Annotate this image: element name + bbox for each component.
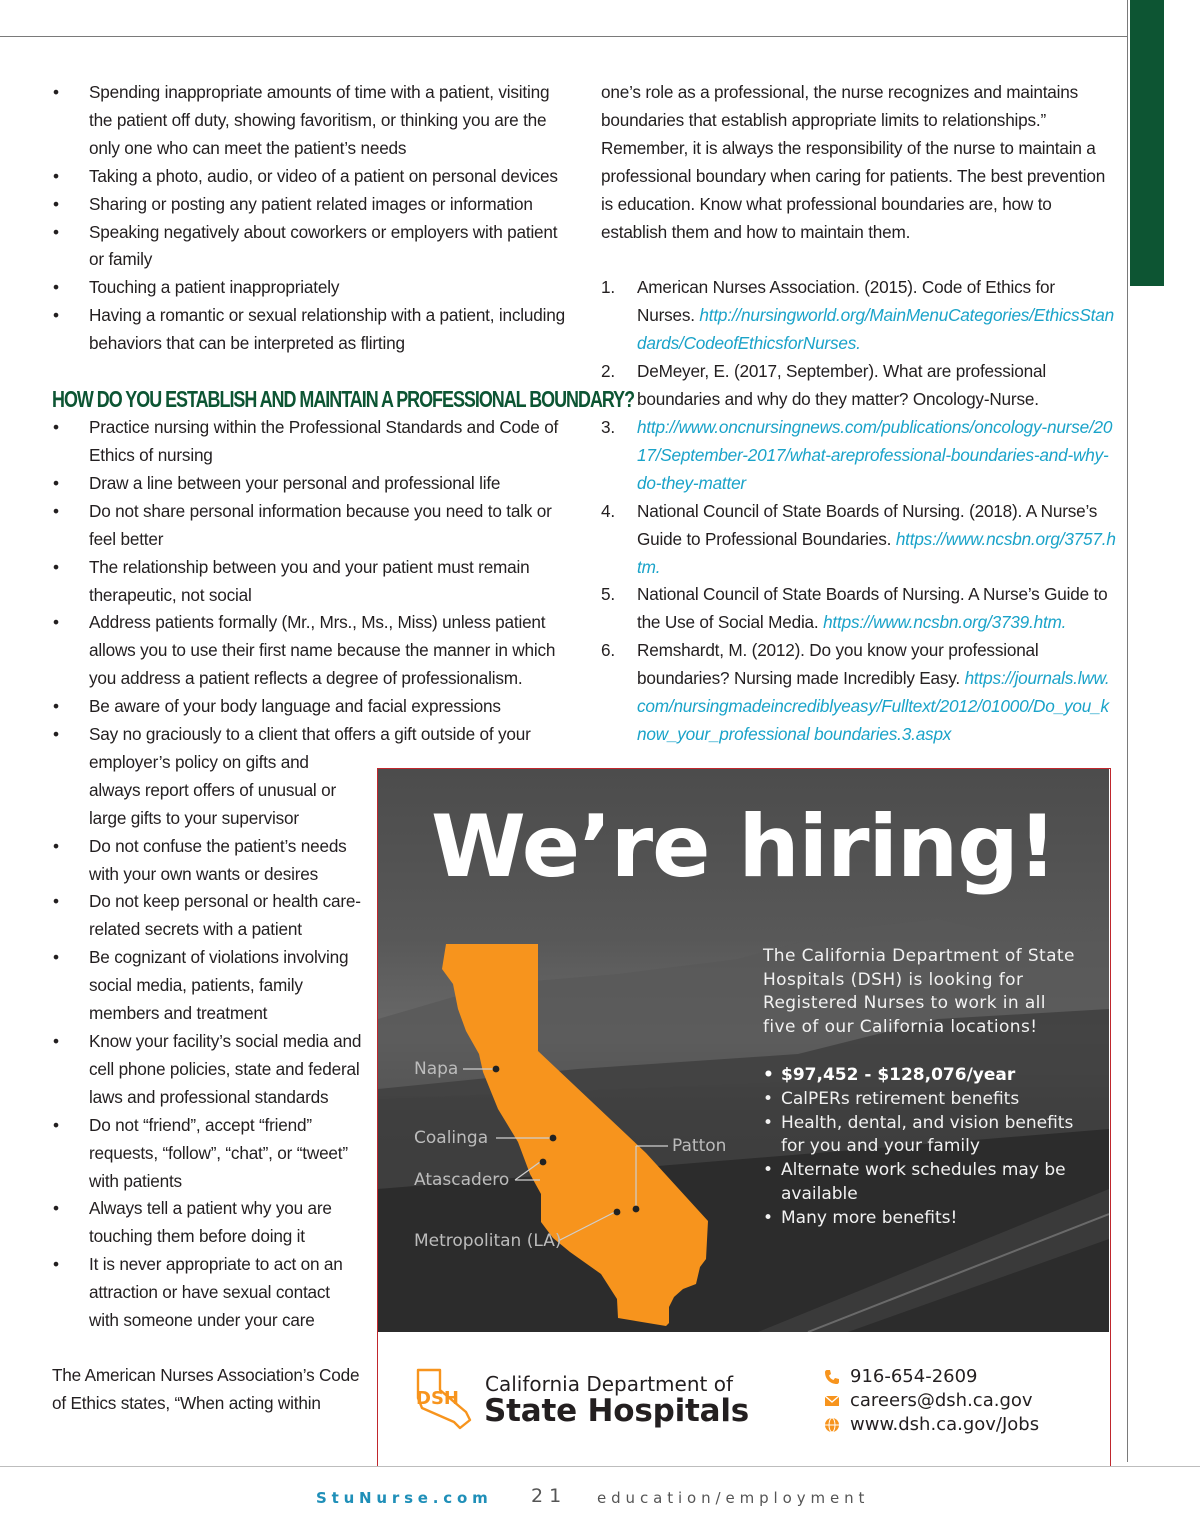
city-label-patton: Patton	[672, 1136, 727, 1156]
website-url[interactable]: www.dsh.ca.gov/Jobs	[850, 1414, 1040, 1435]
reference-item	[601, 358, 1116, 414]
ad-description: The California Department of State Hospitals (DSH) is looking for Registered Nurses to work in all five of our California locations!	[763, 946, 1075, 1037]
list-item: • Having a romantic or sexual relationship with a patient, including behaviors that can be interpreted as flirting	[52, 302, 572, 358]
benefit-item: • CalPERs retirement benefits	[763, 1088, 1079, 1112]
hiring-headline: We’re hiring!	[430, 797, 1057, 897]
list-item: • Be aware of your body language and facial expressions	[52, 693, 572, 721]
list-item: • Do not “friend”, accept “friend” requests, “follow”, “chat”, or “tweet” with patients	[52, 1112, 362, 1196]
list-item: • Say no graciously to a client that offers a gift outside of your	[52, 721, 572, 749]
city-label-metropolitan: Metropolitan (LA)	[414, 1231, 562, 1251]
list-item: • Spending inappropriate amounts of time with a patient, visiting the patient off duty, showing favoritism, or thinking you are the only one who can meet the patient’s needs	[52, 79, 572, 163]
boundary-bullet-list	[52, 414, 572, 749]
globe-icon	[824, 1417, 840, 1433]
reference-text: American Nurses Association. (2015). Code of Ethics for Nurses.	[637, 277, 1055, 326]
reference-number: 5.	[601, 584, 615, 605]
city-label-coalinga: Coalinga	[414, 1128, 489, 1148]
list-item: • Taking a photo, audio, or video of a patient on personal devices	[52, 163, 572, 191]
side-rule	[1127, 0, 1128, 1462]
list-item: • It is never appropriate to act on an attraction or have sexual contact with someone under your care	[52, 1251, 362, 1335]
footer-section: education/employment	[597, 1489, 870, 1507]
reference-number: 2.	[601, 361, 615, 382]
org-name-line1: California Department of	[485, 1372, 733, 1396]
reference-item	[601, 274, 1116, 358]
list-item: • Sharing or posting any patient related images or information	[52, 191, 572, 219]
footer-brand[interactable]: StuNurse.com	[316, 1489, 493, 1507]
city-label-atascadero: Atascadero	[414, 1170, 510, 1190]
page-number: 21	[531, 1485, 568, 1507]
reference-text: DeMeyer, E. (2017, September). What are professional boundaries and why do they matter? Oncology-Nurse.	[637, 361, 1046, 410]
reference-link[interactable]: http://nursingworld.org/MainMenuCategories/EthicsStandards/CodeofEthicsforNurses.	[637, 305, 1114, 354]
list-item: • Know your facility’s social media and cell phone policies, state and federal laws and professional standards	[52, 1028, 362, 1112]
reference-item	[601, 414, 1116, 498]
page-footer	[0, 1485, 1200, 1511]
list-item: • Do not share personal information because you need to talk or feel better	[52, 498, 572, 554]
email-contact	[850, 1390, 1033, 1411]
phone-icon	[824, 1369, 840, 1385]
reference-text: National Council of State Boards of Nursing. (2018). A Nurse’s Guide to Professional Boundaries.	[637, 500, 1098, 549]
reference-number: 3.	[601, 416, 615, 437]
list-item: • Always tell a patient why you are touching them before doing it	[52, 1195, 362, 1251]
list-item: • The relationship between you and your patient must remain therapeutic, not social	[52, 554, 572, 610]
reference-link[interactable]: http://www.oncnursingnews.com/publications/oncology-nurse/2017/September-2017/what-areprofessional-boundaries-and-why-do-they-matter	[637, 416, 1113, 493]
list-item: • Do not keep personal or health care-related secrets with a patient	[52, 888, 362, 944]
dsh-logo	[414, 1368, 474, 1430]
benefits-list	[763, 1064, 1079, 1231]
benefit-item: • Alternate work schedules may be available	[763, 1159, 1079, 1207]
intro-paragraph: one’s role as a professional, the nurse recognizes and maintains boundaries that establish appropriate limits to relationships.” Remember, it is always the responsibility of the nurse to maintain a professional boundary when caring for patients. The best prevention is education. Know what professional boundaries are, how to establish them and how to maintain them.	[601, 82, 1106, 242]
top-bullet-list	[52, 79, 572, 358]
city-label-napa: Napa	[414, 1059, 459, 1079]
list-item: • Practice nursing within the Professional Standards and Code of Ethics of nursing	[52, 414, 572, 470]
top-rule	[0, 36, 1128, 37]
reference-item	[601, 581, 1116, 637]
reference-link[interactable]: https://www.ncsbn.org/3757.htm.	[637, 528, 1116, 577]
footer-rule	[0, 1466, 1200, 1467]
list-item: • Draw a line between your personal and professional life	[52, 470, 572, 498]
code-of-ethics-paragraph: The American Nurses Association’s Code of Ethics states, “When acting within	[52, 1364, 360, 1413]
hiring-advertisement	[377, 768, 1111, 1467]
list-item: • Speaking negatively about coworkers or employers with patient or family	[52, 219, 572, 275]
ad-contact-footer	[378, 1332, 1109, 1465]
list-item: • Do not confuse the patient’s needs with your own wants or desires	[52, 833, 362, 889]
narrow-bullet-list	[52, 833, 362, 1335]
ad-background-photo	[378, 769, 1109, 1332]
gift-bullet-continuation: employer’s policy on gifts and always report offers of unusual or large gifts to your supervisor	[89, 751, 337, 828]
reference-link[interactable]: https://www.ncsbn.org/3739.htm.	[823, 612, 1067, 633]
benefit-item: • Many more benefits!	[763, 1207, 1079, 1231]
reference-item	[601, 498, 1116, 582]
list-item: • Address patients formally (Mr., Mrs., Ms., Miss) unless patient allows you to use their first name because the manner in which you address a patient reflects a degree of professionalism.	[52, 609, 572, 693]
salary-range: • $97,452 - $128,076/year	[763, 1064, 1079, 1088]
section-color-tab	[1130, 0, 1164, 286]
phone-number[interactable]: 916-654-2609	[850, 1366, 978, 1387]
website-contact	[850, 1414, 1039, 1435]
list-item: • Touching a patient inappropriately	[52, 274, 572, 302]
reference-list	[601, 274, 1116, 748]
reference-number: 6.	[601, 640, 615, 661]
dsh-logo-text: DSH	[416, 1388, 459, 1409]
right-column	[601, 79, 1116, 749]
org-name-line2: State Hospitals	[484, 1393, 750, 1429]
reference-text: Remshardt, M. (2012). Do you know your professional boundaries? Nursing made Incredibly Easy.	[637, 640, 1039, 689]
reference-number: 4.	[601, 500, 615, 521]
phone-contact	[850, 1366, 978, 1387]
reference-text: National Council of State Boards of Nursing. A Nurse’s Guide to the Use of Social Media.	[637, 584, 1108, 633]
reference-link[interactable]: https://journals.lww.com/nursingmadeincrediblyeasy/Fulltext/2012/01000/Do_you_know_your_professional boundaries.3.aspx	[637, 668, 1110, 744]
email-address[interactable]: careers@dsh.ca.gov	[850, 1390, 1033, 1411]
list-item: • Be cognizant of violations involving social media, patients, family members and treatment	[52, 944, 362, 1028]
section-heading: HOW DO YOU ESTABLISH AND MAINTAIN A PROFESSIONAL BOUNDARY?	[52, 386, 635, 413]
benefit-item: • Health, dental, and vision benefits for you and your family	[763, 1112, 1079, 1160]
reference-number: 1.	[601, 277, 615, 298]
reference-item	[601, 637, 1116, 749]
email-icon	[824, 1393, 840, 1409]
